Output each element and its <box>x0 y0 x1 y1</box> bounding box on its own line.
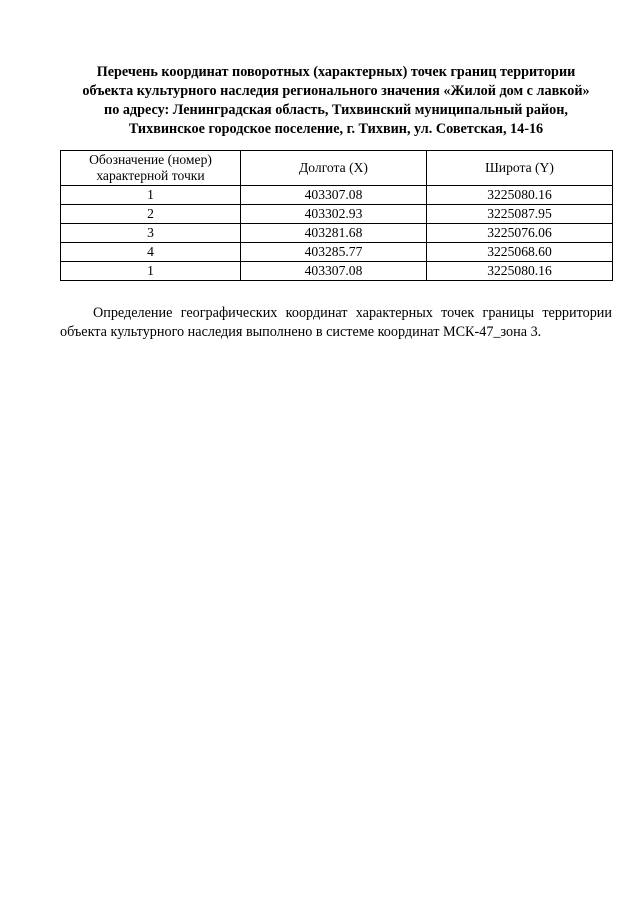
point-number: 1 <box>61 186 241 205</box>
coordinates-table <box>60 150 613 281</box>
point-number: 4 <box>61 243 241 262</box>
point-number: 1 <box>61 262 241 281</box>
table-row <box>61 243 613 262</box>
latitude-value: 3225076.06 <box>427 224 613 243</box>
latitude-value: 3225087.95 <box>427 205 613 224</box>
table-row <box>61 205 613 224</box>
point-number: 2 <box>61 205 241 224</box>
latitude-value: 3225080.16 <box>427 262 613 281</box>
longitude-value: 403307.08 <box>241 186 427 205</box>
latitude-value: 3225068.60 <box>427 243 613 262</box>
header-point-number: Обозначение (номер) характерной точки <box>61 151 241 186</box>
header-latitude: Широта (Y) <box>427 151 613 186</box>
title-line: по адресу: Ленинградская область, Тихвинский муниципальный район, <box>104 102 568 118</box>
longitude-value: 403285.77 <box>241 243 427 262</box>
table-row <box>61 224 613 243</box>
table-row <box>61 262 613 281</box>
coordinate-system-note: Определение географических координат характерных точек границы территории объекта культурного наследия выполнено в системе координат МСК-47_зона 3. <box>60 305 612 340</box>
document-title <box>60 63 612 139</box>
table-row <box>61 186 613 205</box>
title-line: Перечень координат поворотных (характерных) точек границ территории <box>96 64 576 80</box>
point-number: 3 <box>61 224 241 243</box>
longitude-value: 403307.08 <box>241 262 427 281</box>
longitude-value: 403302.93 <box>241 205 427 224</box>
longitude-value: 403281.68 <box>241 224 427 243</box>
title-line: Тихвинское городское поселение, г. Тихвин, ул. Советская, 14-16 <box>128 121 544 137</box>
table-header-row <box>61 151 613 186</box>
title-line: объекта культурного наследия регионального значения «Жилой дом с лавкой» <box>82 83 590 99</box>
latitude-value: 3225080.16 <box>427 186 613 205</box>
header-longitude: Долгота (X) <box>241 151 427 186</box>
